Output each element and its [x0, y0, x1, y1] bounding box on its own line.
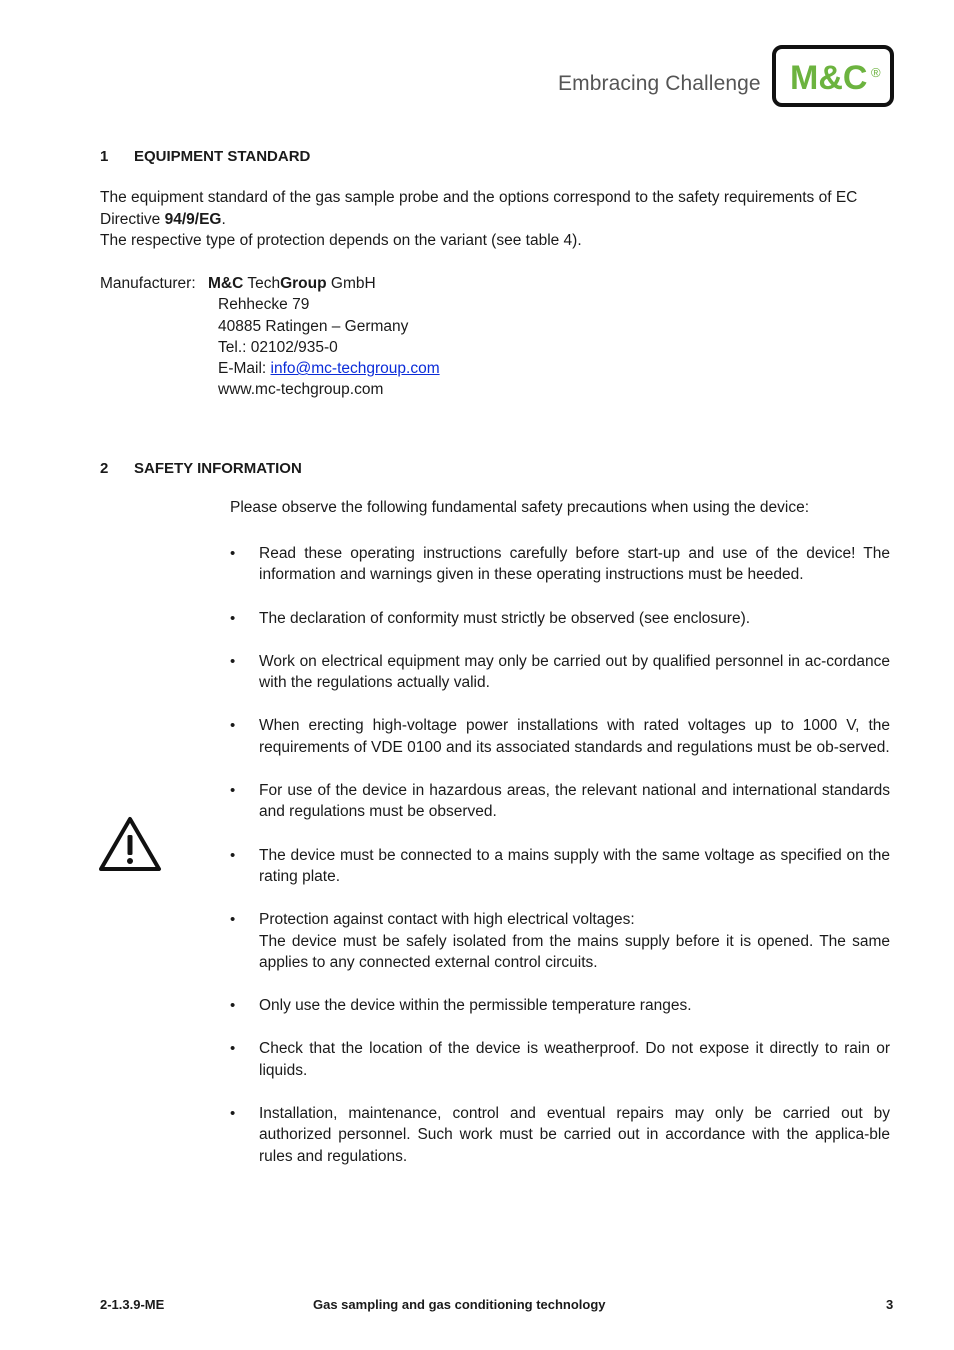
- section1-title: EQUIPMENT STANDARD: [134, 148, 311, 165]
- manufacturer-street: Rehhecke 79: [218, 296, 310, 314]
- footer-subject: Gas sampling and gas conditioning technology: [313, 1297, 606, 1312]
- directive-number: 94/9/EG: [164, 210, 222, 228]
- manufacturer-city: 40885 Ratingen – Germany: [218, 317, 409, 335]
- list-item: • Work on electrical equipment may only be carried out by qualified personnel in ac-cordance with the regulations actually valid.: [230, 652, 890, 692]
- list-item: • When erecting high-voltage power installations with rated voltages up to 1000 V, the requirements of VDE 0100 and its associated standards and regulations must be ob-served.: [230, 717, 890, 756]
- safety-intro: Please observe the following fundamental safety precautions when using the device:: [230, 499, 810, 516]
- list-item: • For use of the device in hazardous areas, the relevant national and international standards and regulations must be observed.: [230, 782, 890, 821]
- manufacturer-web: www.mc-techgroup.com: [218, 381, 384, 399]
- section2-title: SAFETY INFORMATION: [134, 460, 302, 477]
- tagline: Embracing Challenge: [558, 72, 761, 95]
- section2-heading: [100, 460, 302, 477]
- safety-bullet-list: [230, 543, 890, 1189]
- protection-text: The respective type of protection depends on the variant (see table 4).: [100, 232, 582, 249]
- section2-number: 2: [100, 460, 109, 477]
- email-link[interactable]: info@mc-techgroup.com: [270, 360, 440, 378]
- manufacturer-email: E-Mail: info@mc-techgroup.com: [218, 360, 440, 378]
- list-item: • The declaration of conformity must strictly be observed (see enclosure).: [230, 609, 751, 627]
- list-item: • The device must be connected to a mains supply with the same voltage as specified on the rating plate.: [230, 846, 890, 885]
- footer-doc-id: 2-1.3.9-ME: [100, 1297, 165, 1312]
- list-item: • Protection against contact with high electrical voltages: The device must be safely isolated from the mains supply before it is opened. The same applies to any connected external control circuits.: [230, 911, 890, 971]
- list-item: • Read these operating instructions carefully before start-up and use of the device! The information and warnings given in these operating instructions must be heeded.: [230, 545, 890, 584]
- mc-logo: [772, 45, 894, 107]
- warning-triangle-icon: [98, 815, 162, 873]
- section1-heading: [100, 148, 310, 165]
- manufacturer-tel: Tel.: 02102/935-0: [218, 338, 338, 356]
- manufacturer-name: M&C TechGroup GmbH: [208, 275, 376, 292]
- footer-page-number: 3: [886, 1297, 894, 1312]
- logo-registered-mark: ®: [871, 65, 881, 80]
- list-item: • Installation, maintenance, control and eventual repairs may only be carried out by authorized personnel. Such work must be carried out in accordance with the applica-ble rules and regulations.: [230, 1105, 890, 1165]
- section1-paragraph: The equipment standard of the gas sample probe and the options correspond to the safety requirements of EC Directive 94/9/EG. The respective type of protection depends on the variant (see table 4).: [100, 189, 858, 249]
- manufacturer-label: Manufacturer:: [100, 275, 196, 292]
- list-item: • Check that the location of the device is weatherproof. Do not expose it directly to rain or liquids.: [230, 1040, 890, 1079]
- directive-text: The equipment standard of the gas sample probe and the options correspond to the safety requirements of EC Directive: [100, 189, 858, 228]
- logo-text: M&C: [790, 59, 868, 97]
- list-item: • Only use the device within the permissible temperature ranges.: [230, 997, 692, 1015]
- section1-number: 1: [100, 148, 109, 165]
